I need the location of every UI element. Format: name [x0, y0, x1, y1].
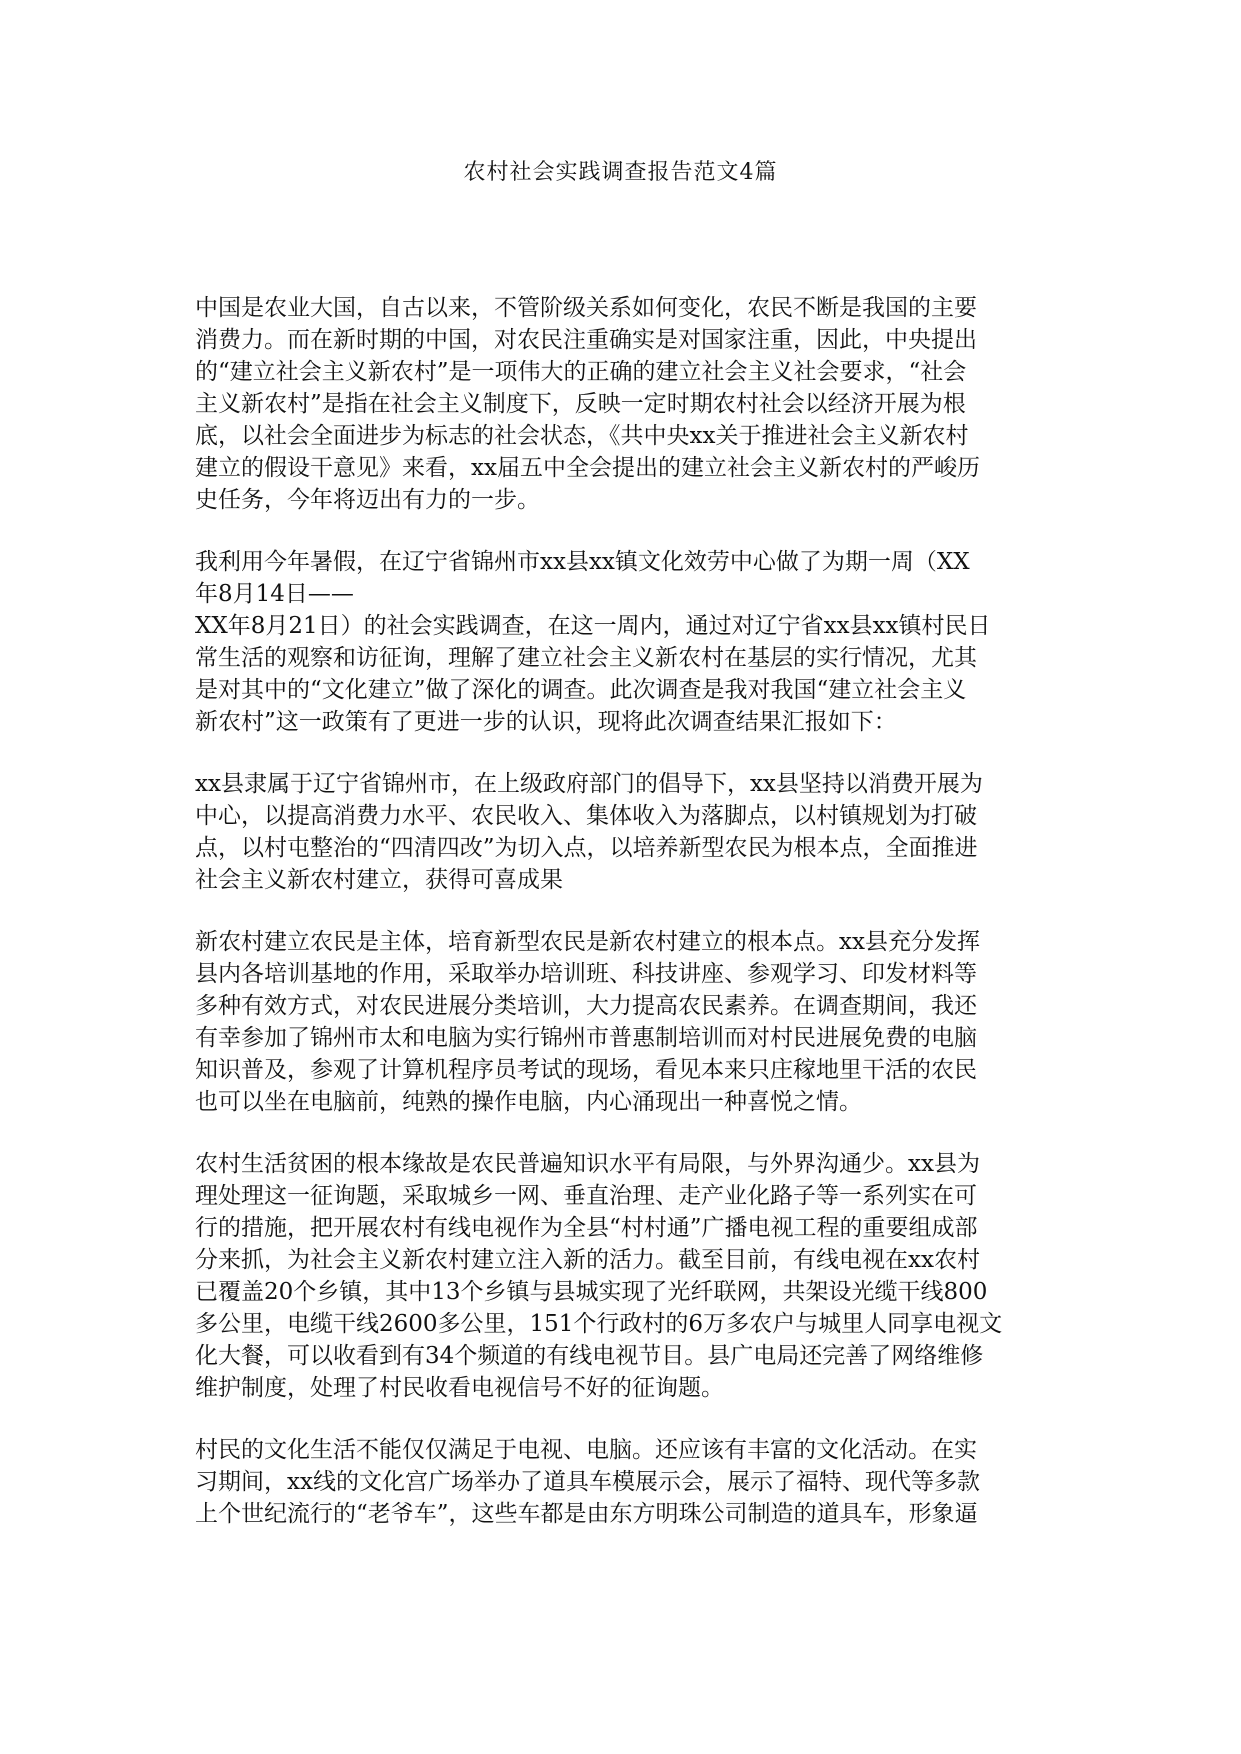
text-line: 理处理这一征询题，采取城乡一网、垂直治理、走产业化路子等一系列实在可: [195, 1183, 977, 1209]
text-line: 建立的假设干意见》来看，xx届五中全会提出的建立社会主义新农村的严峻历: [195, 455, 980, 481]
paragraph: [195, 926, 1050, 1118]
text-line: 社会主义新农村建立，获得可喜成果: [195, 867, 563, 893]
paragraph: [195, 292, 1050, 516]
text-line: 行的措施，把开展农村有线电视作为全县“村村通”广播电视工程的重要组成部: [195, 1215, 978, 1241]
text-line: 是对其中的“文化建立”做了深化的调查。此次调查是我对我国“建立社会主义: [195, 677, 967, 703]
text-line: 化大餐，可以收看到有34个频道的有线电视节目。县广电局还完善了网络维修: [195, 1343, 984, 1369]
paragraph: [195, 1434, 1050, 1530]
paragraph: [195, 768, 1050, 896]
text-line: 村民的文化生活不能仅仅满足于电视、电脑。还应该有丰富的文化活动。在实: [195, 1437, 977, 1463]
document-body: [195, 292, 1050, 1560]
text-line: xx县隶属于辽宁省锦州市，在上级政府部门的倡导下，xx县坚持以消费开展为: [195, 771, 983, 797]
text-line: 有幸参加了锦州市太和电脑为实行锦州市普惠制培训而对村民进展免费的电脑: [195, 1025, 977, 1051]
text-line: 中国是农业大国，自古以来，不管阶级关系如何变化，农民不断是我国的主要: [195, 295, 977, 321]
text-line: 习期间，xx线的文化宫广场举办了道具车模展示会，展示了福特、现代等多款: [195, 1469, 980, 1495]
text-line: 年8月14日——: [195, 581, 354, 607]
text-line: 新农村”这一政策有了更进一步的认识，现将此次调查结果汇报如下：: [195, 709, 897, 735]
text-line: 主义新农村”是指在社会主义制度下，反映一定时期农村社会以经济开展为根: [195, 391, 966, 417]
text-line: 县内各培训基地的作用，采取举办培训班、科技讲座、参观学习、印发材料等: [195, 961, 977, 987]
text-line: 点，以村屯整治的“四清四改”为切入点，以培养新型农民为根本点，全面推进: [195, 835, 978, 861]
text-line: 分来抓，为社会主义新农村建立注入新的活力。截至目前，有线电视在xx农村: [195, 1247, 980, 1273]
paragraph: [195, 1148, 1050, 1404]
text-line: 消费力。而在新时期的中国，对农民注重确实是对国家注重，因此，中央提出: [195, 327, 977, 353]
text-line: 底，以社会全面进步为标志的社会状态，《共中央xx关于推进社会主义新农村: [195, 423, 969, 449]
text-line: 史任务，今年将迈出有力的一步。: [195, 487, 540, 513]
text-line: 已覆盖20个乡镇，其中13个乡镇与县城实现了光纤联网，共架设光缆干线800: [195, 1279, 988, 1305]
paragraph: [195, 546, 1050, 738]
text-line: 多种有效方式，对农民进展分类培训，大力提高农民素养。在调查期间，我还: [195, 993, 977, 1019]
text-line: 也可以坐在电脑前，纯熟的操作电脑，内心涌现出一种喜悦之情。: [195, 1089, 862, 1115]
text-line: 中心，以提高消费力水平、农民收入、集体收入为落脚点，以村镇规划为打破: [195, 803, 977, 829]
text-line: 维护制度，处理了村民收看电视信号不好的征询题。: [195, 1375, 724, 1401]
text-line: 的“建立社会主义新农村”是一项伟大的正确的建立社会主义社会要求，“社会: [195, 359, 967, 385]
text-line: XX年8月21日）的社会实践调查，在这一周内，通过对辽宁省xx县xx镇村民日: [195, 613, 991, 639]
text-line: 知识普及，参观了计算机程序员考试的现场，看见本来只庄稼地里干活的农民: [195, 1057, 977, 1083]
text-line: 农村生活贫困的根本缘故是农民普遍知识水平有局限，与外界沟通少。xx县为: [195, 1151, 980, 1177]
text-line: 多公里，电缆干线2600多公里，151个行政村的6万多农户与城里人同享电视文: [195, 1311, 1003, 1337]
text-line: 新农村建立农民是主体，培育新型农民是新农村建立的根本点。xx县充分发挥: [195, 929, 980, 955]
document-title: 农村社会实践调查报告范文4篇: [463, 160, 778, 185]
text-line: 我利用今年暑假，在辽宁省锦州市xx县xx镇文化效劳中心做了为期一周（XX: [195, 549, 970, 575]
text-line: 上个世纪流行的“老爷车”，这些车都是由东方明珠公司制造的道具车，形象逼: [195, 1501, 978, 1527]
text-line: 常生活的观察和访征询，理解了建立社会主义新农村在基层的实行情况，尤其: [195, 645, 977, 671]
